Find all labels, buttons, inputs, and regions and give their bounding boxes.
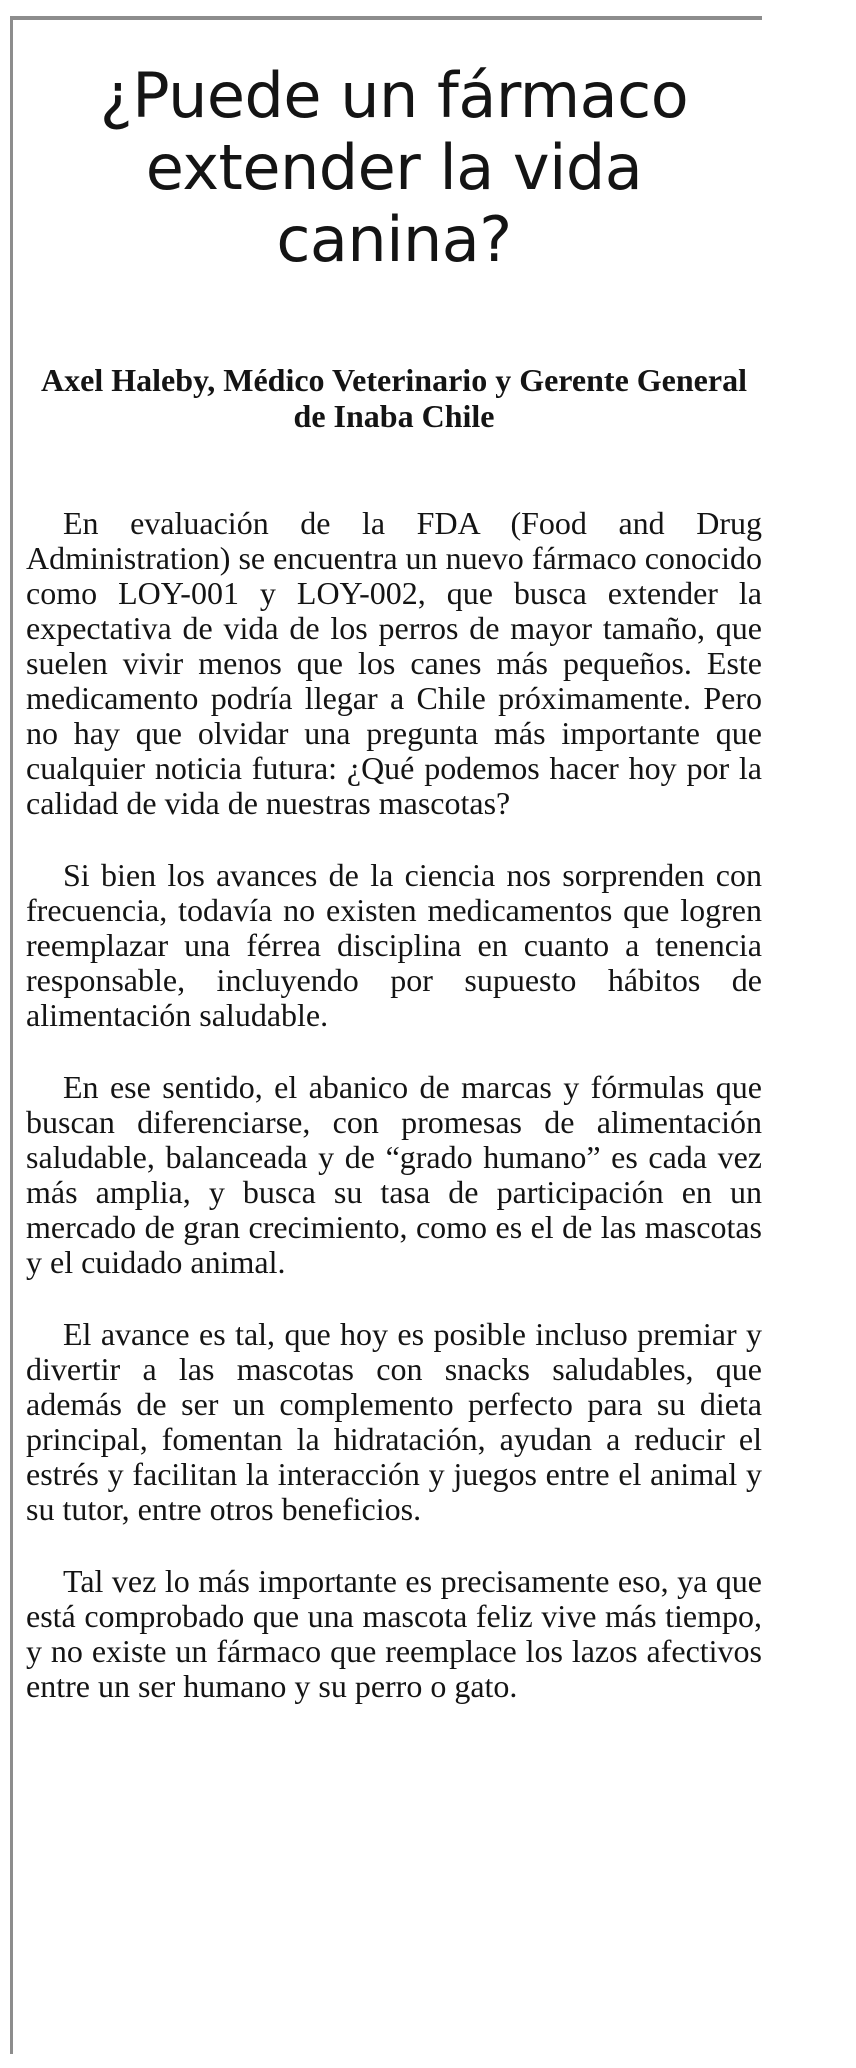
article-body: [26, 506, 762, 1704]
article-paragraph-5: Tal vez lo más importante es precisamente eso, ya que está comprobado que una mascota feliz vive más tiempo, y no existe un fármaco que reemplace los lazos afectivos entre un ser humano y su perro o gato.: [26, 1563, 762, 1704]
article-paragraph-1: En evaluación de la FDA (Food and Drug Administration) se encuentra un nuevo fármaco conocido como LOY-001 y LOY-002, que busca extender la expectativa de vida de los perros de mayor tamaño, que suelen vivir menos que los canes más pequeños. Este medicamento podría llegar a Chile próximamente. Pero no hay que olvidar una pregunta más importante que cualquier noticia futura: ¿Qué podemos hacer hoy por la calidad de vida de nuestras mascotas?: [26, 505, 762, 821]
newspaper-article: [26, 60, 762, 1741]
article-paragraph-3: En ese sentido, el abanico de marcas y fórmulas que buscan diferenciarse, con promesas de alimentación saludable, balanceada y de “grado humano” es cada vez más amplia, y busca su tasa de participación en un mercado de gran crecimiento, como es el de las mascotas y el cuidado animal.: [26, 1069, 762, 1280]
article-paragraph-4: El avance es tal, que hoy es posible incluso premiar y divertir a las mascotas con snacks saludables, que además de ser un complemento perfecto para su dieta principal, fomentan la hidratación, ayudan a reducir el estrés y facilitan la interacción y juegos entre el animal y su tutor, entre otros beneficios.: [26, 1316, 762, 1527]
column-left-rule: [10, 18, 13, 2054]
column-top-rule: [10, 16, 762, 20]
article-headline: ¿Puede un fármaco extender la vida canina?: [99, 59, 689, 276]
article-paragraph-2: Si bien los avances de la ciencia nos sorprenden con frecuencia, todavía no existen medicamentos que logren reemplazar una férrea disciplina en cuanto a tenencia responsable, incluyendo por supuesto hábitos de alimentación saludable.: [26, 857, 762, 1033]
article-byline: Axel Haleby, Médico Veterinario y Gerente General de Inaba Chile: [41, 362, 747, 434]
